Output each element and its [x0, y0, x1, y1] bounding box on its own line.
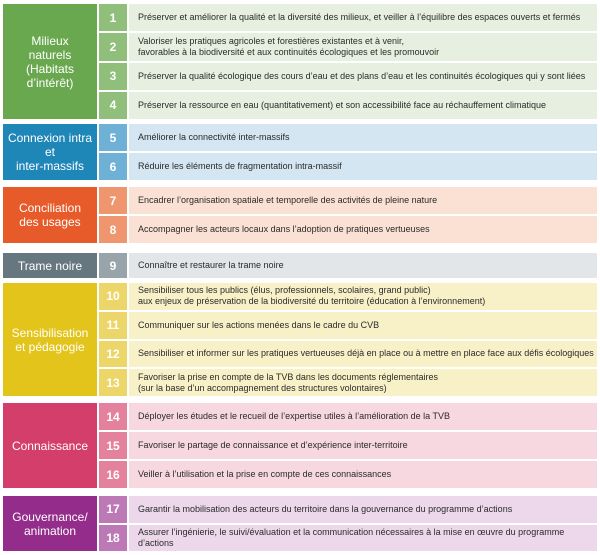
category-label: Trame noire — [17, 258, 83, 273]
action-text-cell — [129, 124, 597, 151]
group-4 — [3, 283, 597, 396]
action-number: 14 — [99, 403, 127, 430]
action-row — [99, 461, 597, 488]
category-cell — [3, 403, 97, 488]
action-text: Connaître et restaurer la trame noire — [138, 260, 284, 270]
action-text: Préserver et améliorer la qualité et la diversité des milieux, et veiller à l’équilibre des espaces ouverts et fermés — [138, 12, 581, 23]
action-row — [99, 312, 597, 339]
action-row — [99, 92, 597, 119]
action-text: Réduire les éléments de fragmentation intra-massif — [138, 161, 342, 171]
group-5 — [3, 403, 597, 488]
action-text: Accompagner les acteurs locaux dans l’adoption de pratiques vertueuses — [138, 224, 430, 234]
action-number: 8 — [99, 216, 127, 243]
action-row — [99, 341, 597, 368]
action-number: 4 — [99, 92, 127, 119]
category-label: Gouvernance/ animation — [12, 509, 88, 538]
action-text-cell — [129, 153, 597, 180]
action-text-cell — [129, 33, 597, 60]
action-number: 1 — [99, 4, 127, 31]
action-text-cell — [129, 369, 597, 396]
action-text: Sensibiliser tous les publics (élus, professionnels, scolaires, grand public) aux enjeux de préservation de la biodiversité du territoire (éducation à l’environnement) — [138, 285, 486, 307]
category-label: Milieux naturels (Habitats d’intérêt) — [25, 33, 75, 90]
action-rows — [99, 496, 597, 551]
action-text-cell — [129, 216, 597, 243]
category-cell — [3, 124, 97, 180]
action-number: 10 — [99, 283, 127, 310]
action-text: Veiller à l’utilisation et la prise en compte de ces connaissances — [138, 469, 392, 479]
action-text-cell — [129, 461, 597, 488]
action-text: Communiquer sur les actions menées dans le cadre du CVB — [138, 319, 380, 330]
action-text: Encadrer l’organisation spatiale et temporelle des activités de pleine nature — [138, 195, 438, 205]
category-label: Connaissance — [11, 438, 89, 453]
action-row — [99, 432, 597, 459]
action-number: 15 — [99, 432, 127, 459]
action-text: Favoriser la prise en compte de la TVB dans les documents réglementaires (sur la base d’un accompagnement des structures volontaires) — [138, 371, 438, 393]
category-cell — [3, 4, 97, 119]
action-text-cell — [129, 403, 597, 430]
action-text-cell — [129, 525, 597, 552]
action-rows — [99, 283, 597, 396]
action-text-cell — [129, 312, 597, 339]
action-text: Déployer les études et le recueil de l’expertise utiles à l’amélioration de la TVB — [138, 411, 450, 421]
action-number: 9 — [99, 253, 127, 278]
action-text-cell — [129, 63, 597, 90]
action-row — [99, 63, 597, 90]
action-number: 5 — [99, 124, 127, 151]
action-number: 6 — [99, 153, 127, 180]
action-row — [99, 369, 597, 396]
action-text-cell — [129, 92, 597, 119]
action-text: Garantir la mobilisation des acteurs du territoire dans la gouvernance du programme d’actions — [138, 503, 513, 514]
category-cell — [3, 496, 97, 551]
action-number: 3 — [99, 63, 127, 90]
action-row — [99, 124, 597, 151]
action-number: 7 — [99, 187, 127, 214]
category-cell — [3, 187, 97, 243]
action-text: Assurer l’ingénierie, le suivi/évaluation et la communication nécessaires à la mise en œuvre du programme d’actions — [138, 526, 565, 548]
group-0 — [3, 4, 597, 119]
action-row — [99, 153, 597, 180]
category-label: Connexion intra et inter-massifs — [7, 131, 93, 173]
action-rows — [99, 187, 597, 243]
category-label: Sensibilisation et pédagogie — [11, 325, 89, 354]
action-row — [99, 4, 597, 31]
action-text-cell — [129, 4, 597, 31]
action-row — [99, 216, 597, 243]
action-text-cell — [129, 187, 597, 214]
category-label: Conciliation des usages — [18, 201, 82, 229]
category-cell — [3, 283, 97, 396]
action-number: 16 — [99, 461, 127, 488]
action-row — [99, 525, 597, 552]
action-text: Favoriser le partage de connaissance et d’expérience inter-territoire — [138, 440, 408, 450]
group-2 — [3, 187, 597, 243]
action-row — [99, 496, 597, 523]
action-row — [99, 253, 597, 278]
action-text: Sensibiliser et informer sur les pratiques vertueuses déjà en place ou à mettre en place face aux défis écologiques — [138, 348, 594, 359]
action-text: Améliorer la connectivité inter-massifs — [138, 132, 290, 142]
action-text-cell — [129, 283, 597, 310]
action-row — [99, 33, 597, 60]
action-number: 11 — [99, 312, 127, 339]
action-row — [99, 403, 597, 430]
action-rows — [99, 4, 597, 119]
action-number: 18 — [99, 525, 127, 552]
category-cell — [3, 253, 97, 278]
action-row — [99, 187, 597, 214]
action-text: Préserver la ressource en eau (quantitativement) et son accessibilité face au réchauffement climatique — [138, 99, 547, 110]
action-text: Valoriser les pratiques agricoles et forestières existantes et à venir, favorables à la biodiversité et aux continuités écologiques et les promouvoir — [138, 35, 440, 57]
action-number: 2 — [99, 33, 127, 60]
action-text-cell — [129, 341, 597, 368]
action-text-cell — [129, 253, 597, 278]
group-3 — [3, 253, 597, 278]
action-rows — [99, 124, 597, 180]
action-text: Préserver la qualité écologique des cours d’eau et des plans d’eau et les continuités écologiques qui y sont liées — [138, 70, 586, 81]
group-1 — [3, 124, 597, 180]
action-number: 12 — [99, 341, 127, 368]
action-text-cell — [129, 432, 597, 459]
action-number: 13 — [99, 369, 127, 396]
action-rows — [99, 403, 597, 488]
group-6 — [3, 496, 597, 551]
action-rows — [99, 253, 597, 278]
action-number: 17 — [99, 496, 127, 523]
action-text-cell — [129, 496, 597, 523]
action-row — [99, 283, 597, 310]
